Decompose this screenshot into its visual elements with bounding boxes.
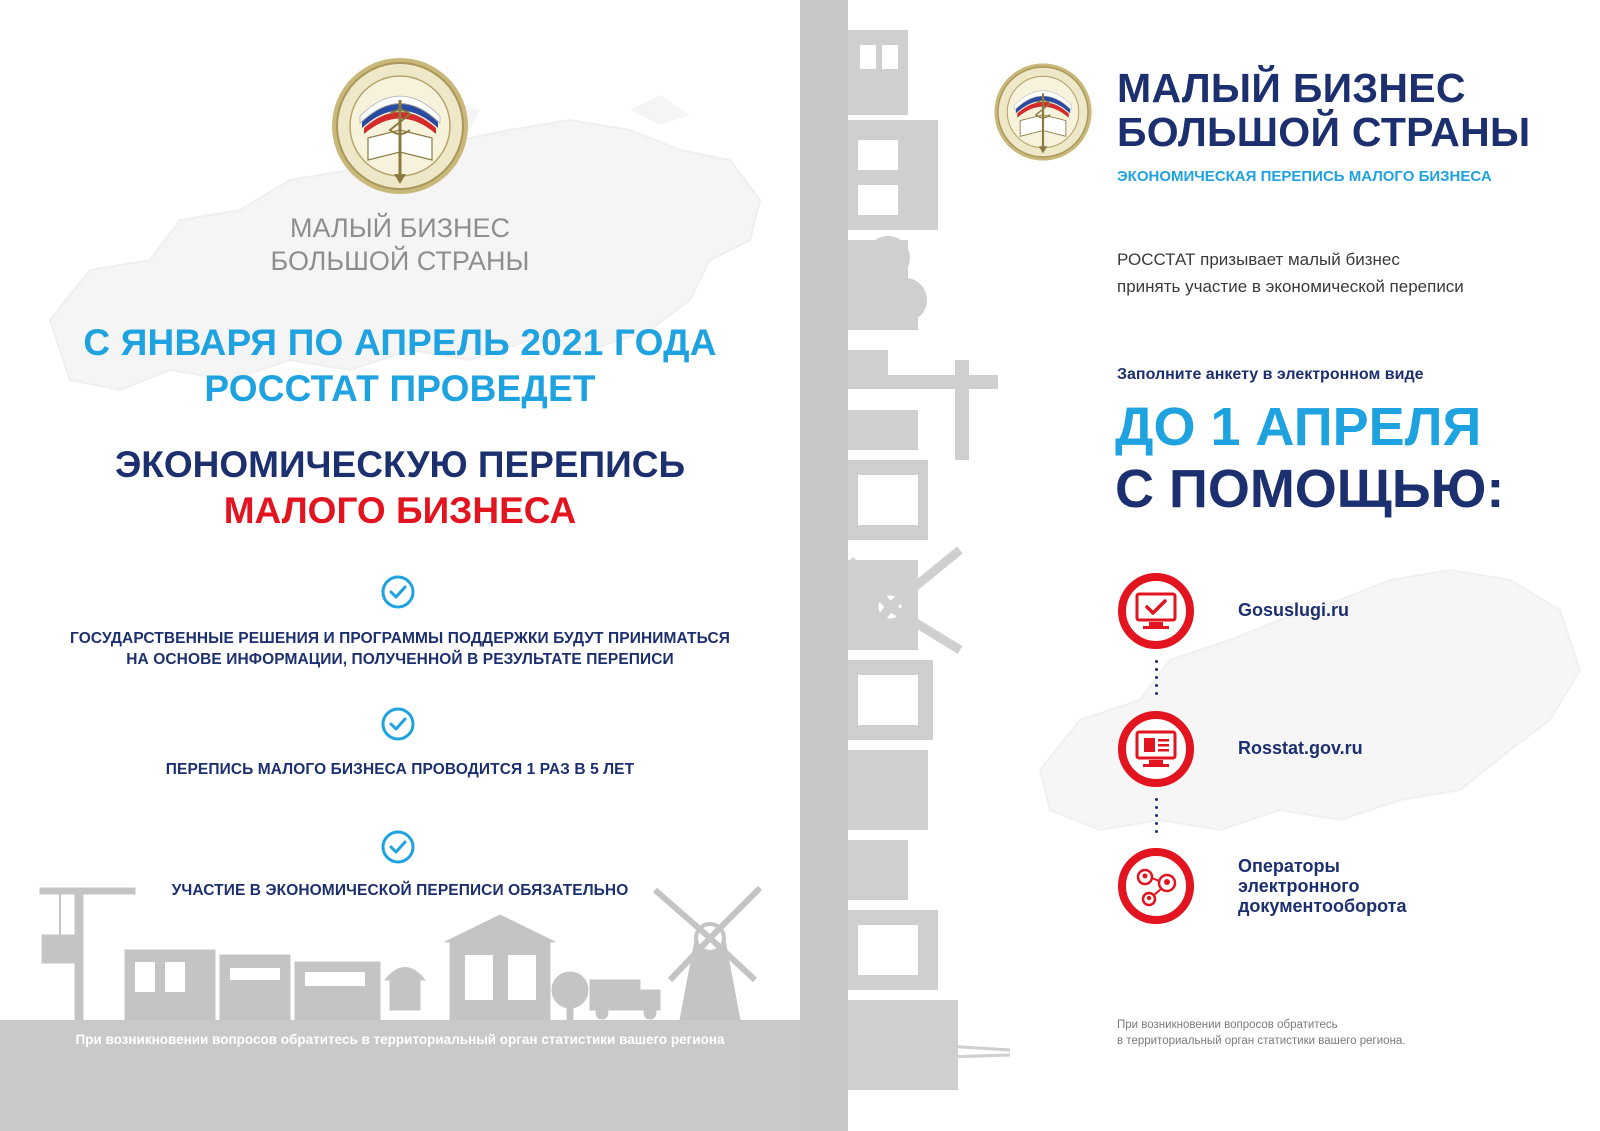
brand-title-right	[1117, 66, 1530, 154]
channel-label-line: документооборота	[1238, 896, 1407, 916]
cta-text: Заполните анкету в электронном виде	[1117, 366, 1424, 383]
channel-label: Gosuslugi.ru	[1238, 600, 1350, 620]
point-decisions	[40, 628, 760, 670]
russia-map-background	[1030, 520, 1590, 900]
point-line: УЧАСТИЕ В ЭКОНОМИЧЕСКОЙ ПЕРЕПИСИ ОБЯЗАТЕЛЬНО	[171, 882, 629, 899]
channel-label-line: Операторы	[1238, 856, 1340, 876]
channel-edo-operators	[1238, 856, 1406, 916]
footer-line-2: в территориальный орган статистики вашего региона.	[1117, 1035, 1406, 1047]
deadline-line-2: С ПОМОЩЬЮ:	[1115, 459, 1505, 519]
headline-line-2: РОССТАТ ПРОВЕДЕТ	[204, 368, 596, 409]
rosstat-emblem	[993, 62, 1093, 162]
brand-line-2: БОЛЬШОЙ СТРАНЫ	[270, 246, 530, 276]
deadline-line-1: ДО 1 АПРЕЛЯ	[1115, 397, 1482, 457]
check-circle-icon	[380, 706, 416, 742]
headline-line-1: С ЯНВАРЯ ПО АПРЕЛЬ 2021 ГОДА	[83, 322, 717, 363]
people-network-icon	[1117, 847, 1195, 925]
city-skyline-illustration	[30, 880, 780, 1020]
headline-dates	[40, 320, 760, 412]
dotted-connector	[1155, 660, 1159, 700]
brand-line-1: МАЛЫЙ БИЗНЕС	[289, 213, 511, 243]
point-line: ГОСУДАРСТВЕННЫЕ РЕШЕНИЯ И ПРОГРАММЫ ПОДДЕРЖКИ БУДУТ ПРИНИМАТЬСЯ	[70, 630, 730, 647]
title-line-2: БОЛЬШОЙ СТРАНЫ	[1117, 109, 1531, 155]
vertical-city-strip	[800, 0, 1030, 1131]
footer-line-1: При возникновении вопросов обратитесь	[1117, 1019, 1338, 1031]
rosstat-emblem	[330, 56, 470, 196]
footer-note-left: При возникновении вопросов обратитесь в территориальный орган статистики вашего региона	[75, 1032, 725, 1047]
monitor-document-icon	[1117, 710, 1195, 788]
monitor-check-icon	[1117, 572, 1195, 650]
intro-text	[1117, 246, 1464, 300]
title-line-1: МАЛЫЙ БИЗНЕС	[1117, 65, 1466, 111]
subtitle: ЭКОНОМИЧЕСКАЯ ПЕРЕПИСЬ МАЛОГО БИЗНЕСА	[1117, 168, 1492, 185]
channel-label-line: электронного	[1238, 876, 1360, 896]
channel-label: Rosstat.gov.ru	[1238, 738, 1363, 758]
deadline-heading	[1115, 396, 1504, 520]
check-circle-icon	[380, 829, 416, 865]
intro-line-2: принять участие в экономической переписи	[1117, 277, 1464, 296]
headline-census	[40, 442, 760, 534]
point-line: ПЕРЕПИСЬ МАЛОГО БИЗНЕСА ПРОВОДИТСЯ 1 РАЗ В 5 ЛЕТ	[165, 761, 635, 778]
brand-title-left	[180, 212, 620, 278]
point-line: НА ОСНОВЕ ИНФОРМАЦИИ, ПОЛУЧЕННОЙ В РЕЗУЛЬТАТЕ ПЕРЕПИСИ	[126, 651, 674, 668]
channel-rosstat[interactable]	[1238, 738, 1363, 758]
intro-line-1: РОССТАТ призывает малый бизнес	[1117, 250, 1400, 269]
footer-note-right	[1117, 1017, 1406, 1049]
census-line-2: МАЛОГО БИЗНЕСА	[223, 490, 577, 531]
check-circle-icon	[380, 574, 416, 610]
point-frequency	[40, 759, 760, 780]
channel-gosuslugi[interactable]	[1238, 600, 1349, 620]
dotted-connector	[1155, 798, 1159, 838]
census-line-1: ЭКОНОМИЧЕСКУЮ ПЕРЕПИСЬ	[114, 444, 686, 485]
